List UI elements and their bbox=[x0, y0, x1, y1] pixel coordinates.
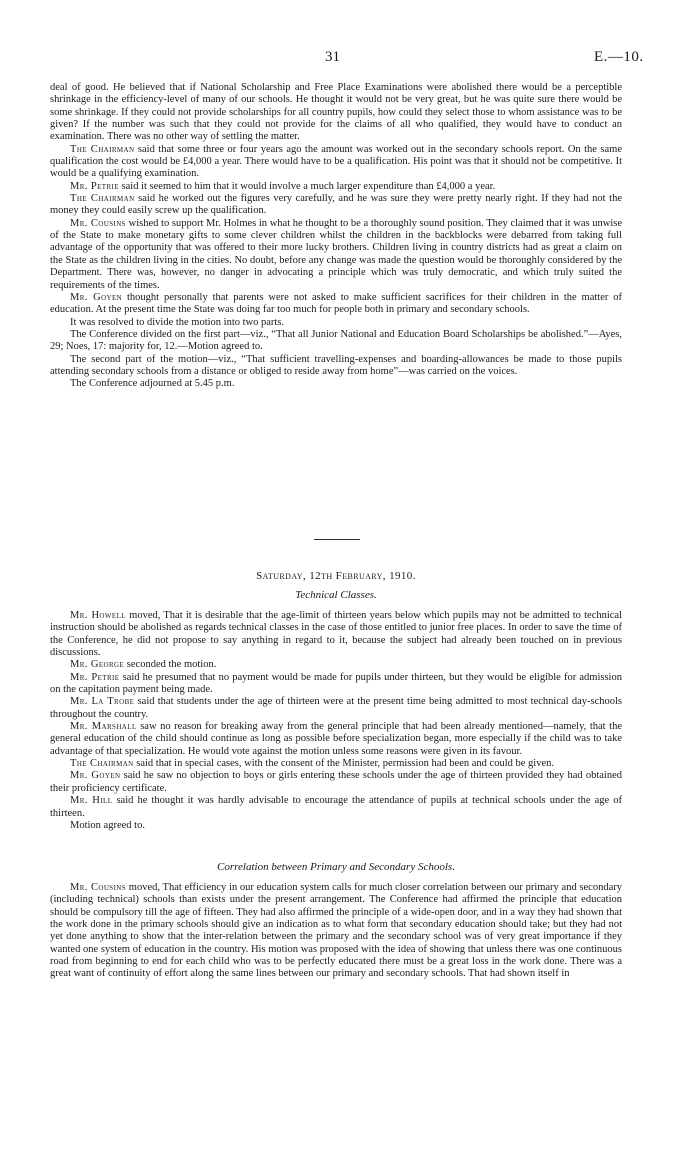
section-title-technical-classes: Technical Classes. bbox=[295, 589, 377, 601]
paragraph-text: said that students under the age of thirteen were at the present time being admitted to most technical day-schools throughout the country. bbox=[50, 696, 622, 720]
paragraph-text: moved, That it is desirable that the age-limit of thirteen years below which pupils may not be admitted to technical instruction should be abolished as regards technical classes in the case of those entitled to junior free places. In order to save the time of the Conference, he did not propose to say anything in regard to it, because the subject had already been touched on in previous discussions. bbox=[50, 610, 623, 659]
paragraph bbox=[50, 329, 622, 354]
section-divider bbox=[314, 539, 360, 540]
minutes-section-previous-day bbox=[50, 82, 622, 391]
speaker-name: Mr. Petrie bbox=[70, 180, 119, 192]
paragraph bbox=[50, 82, 622, 144]
section-title-correlation: Correlation between Primary and Secondary Schools. bbox=[217, 861, 455, 873]
paragraph-text: said that in special cases, with the consent of the Minister, permission had been and could be given. bbox=[133, 758, 554, 770]
paragraph-text: It was resolved to divide the motion into two parts. bbox=[70, 316, 285, 328]
speaker-name: The Chairman bbox=[70, 143, 135, 155]
paragraph bbox=[50, 820, 622, 832]
paragraph bbox=[50, 378, 622, 390]
paragraph bbox=[50, 659, 622, 671]
paragraph bbox=[50, 882, 622, 981]
paragraph bbox=[50, 144, 622, 181]
page-number: 31 bbox=[325, 49, 340, 65]
paragraph-text: The second part of the motion—viz., “That sufficient travelling-expenses and boarding-allowances be made to those pupils attending secondary schools from a distance or obliged to reside away from home”—was carried on the voices. bbox=[50, 353, 622, 377]
paragraph bbox=[50, 292, 622, 317]
minutes-section-correlation bbox=[50, 855, 622, 981]
paragraph-text: thought personally that parents were not asked to make sufficient sacrifices for their children in the matter of education. At the present time the State was doing far too much for people both in primary and secondary schools. bbox=[50, 291, 622, 316]
paragraph-text: The Conference adjourned at 5.45 p.m. bbox=[70, 378, 235, 390]
paragraph bbox=[50, 317, 622, 329]
speaker-name: Mr. Marshall bbox=[70, 721, 137, 733]
paragraph bbox=[50, 696, 622, 721]
speaker-name: Mr. Hill bbox=[70, 795, 113, 807]
paragraph-text: said it seemed to him that it would involve a much larger expenditure than £4,000 a year. bbox=[118, 180, 496, 192]
paragraph bbox=[50, 758, 622, 770]
speaker-name: Mr. La Trobe bbox=[70, 696, 135, 708]
technical-classes-paragraphs bbox=[50, 610, 622, 832]
paragraph-text: The Conference divided on the first part—viz., “That all Junior National and Education Board Scholarships be abolished.”—Ayes, 29; Noes, 17: majority for, 12.—Motion agreed to. bbox=[50, 328, 622, 353]
document-reference: E.—10. bbox=[594, 49, 644, 65]
paragraph bbox=[50, 181, 622, 193]
paragraph-text: said that some three or four years ago the amount was worked out in the secondary schools report. On the same qualification the cost would be £4,000 a year. There would have to be a qualification. His point was that it should not be competitive. It would be a qualifying examination. bbox=[50, 143, 622, 180]
paragraph-text: saw no reason for breaking away from the general principle that had been already mentioned—namely, that the general education of the child should continue as long as possible before specialization began, more especially if the child was to take advantage of that specialization. He would vote against the motion unless some reasons were given in its favour. bbox=[50, 721, 623, 757]
paragraph-text: seconded the motion. bbox=[124, 659, 217, 671]
page-header bbox=[0, 49, 700, 71]
paragraph-text: deal of good. He believed that if National Scholarship and Free Place Examinations were abolished there would be a perceptible shrinkage in the efficiency-level of many of our schools. He thought it would not be very great, but he was quite sure there would be some shrinkage. If they could not provide scholarships for all country pupils, how could they select those to whom assistance was to be given? If the number was such that they could not provide for the claims of all who qualified, they would have to conduct an examination. There was no other way of settling the matter. bbox=[50, 82, 622, 143]
paragraph-text: said he saw no objection to boys or girls entering these schools under the age of thirteen provided they had obtained their proficiency certificate. bbox=[50, 770, 622, 794]
correlation-paragraphs bbox=[50, 882, 622, 981]
paragraph bbox=[50, 770, 622, 795]
paragraph bbox=[50, 218, 622, 292]
paragraph bbox=[50, 193, 622, 218]
speaker-name: Mr. Howell bbox=[70, 610, 126, 621]
minutes-section-saturday bbox=[50, 570, 622, 832]
speaker-name: The Chairman bbox=[70, 193, 135, 205]
paragraph bbox=[50, 795, 622, 820]
speaker-name: The Chairman bbox=[70, 758, 134, 770]
paragraph-text: wished to support Mr. Holmes in what he thought to be a thoroughly sound position. They claimed that it was unwise of the State to make monetary gifts to some clever children whilst the children in the backblocks were debarred from taking full advantage of the opportunity that was offered to their more lucky brothers. Children living in country districts had as great a claim on the State as the children living in the cities. No doubt, before any change was made the question would be thoroughly considered by the Department. There was, however, no danger in advocating a principle which was truly democratic, and which truly suited the requirements of the times. bbox=[50, 217, 622, 291]
speaker-name: Mr. Petrie bbox=[70, 671, 120, 683]
paragraph-text: Motion agreed to. bbox=[70, 819, 145, 831]
paragraph-text: moved, That efficiency in our education system calls for much closer correlation between our primary and secondary (including technical) schools than exists under the present arrangement. The Conference had affirmed the principle that education should be compulsory till the age of fifteen. They had also affirmed the principle of a wide-open door, and in a way they had shown that the work done in the primary schools should give an indication as to what form that secondary education should take; but they had not yet done anything to show that the inter-relation between the primary and the secondary school was of very great importance if they wanted one system of education in the country. His motion was proposed with the idea of showing that unless there was one continuous road from beginning to end for each child who was to be perfectly educated there must be a great loss in the work done. There was a great want of continuity of effort along the same lines between our primary and secondary schools. That had shown itself in bbox=[50, 882, 622, 980]
paragraph-text: said he presumed that no payment would be made for pupils under thirteen, but they would be eligible for admission on the capitation payment being made. bbox=[50, 671, 622, 696]
paragraph bbox=[50, 672, 622, 697]
paragraph-text: said he thought it was hardly advisable to encourage the attendance of pupils at technical schools under the age of thirteen. bbox=[50, 795, 623, 819]
paragraph bbox=[50, 354, 622, 379]
paragraph bbox=[50, 721, 622, 758]
paragraph-text: said he worked out the figures very carefully, and he was sure they were pretty nearly right. If they had not the money they could easily screw up the qualification. bbox=[50, 193, 622, 217]
speaker-name: Mr. George bbox=[70, 659, 125, 671]
speaker-name: Mr. Cousins bbox=[70, 882, 127, 893]
session-date: Saturday, 12th February, 1910. bbox=[256, 570, 416, 582]
speaker-name: Mr. Cousins bbox=[70, 217, 126, 229]
speaker-name: Mr. Goyen bbox=[70, 770, 121, 782]
speaker-name: Mr. Goyen bbox=[70, 291, 123, 303]
paragraph bbox=[50, 610, 622, 659]
